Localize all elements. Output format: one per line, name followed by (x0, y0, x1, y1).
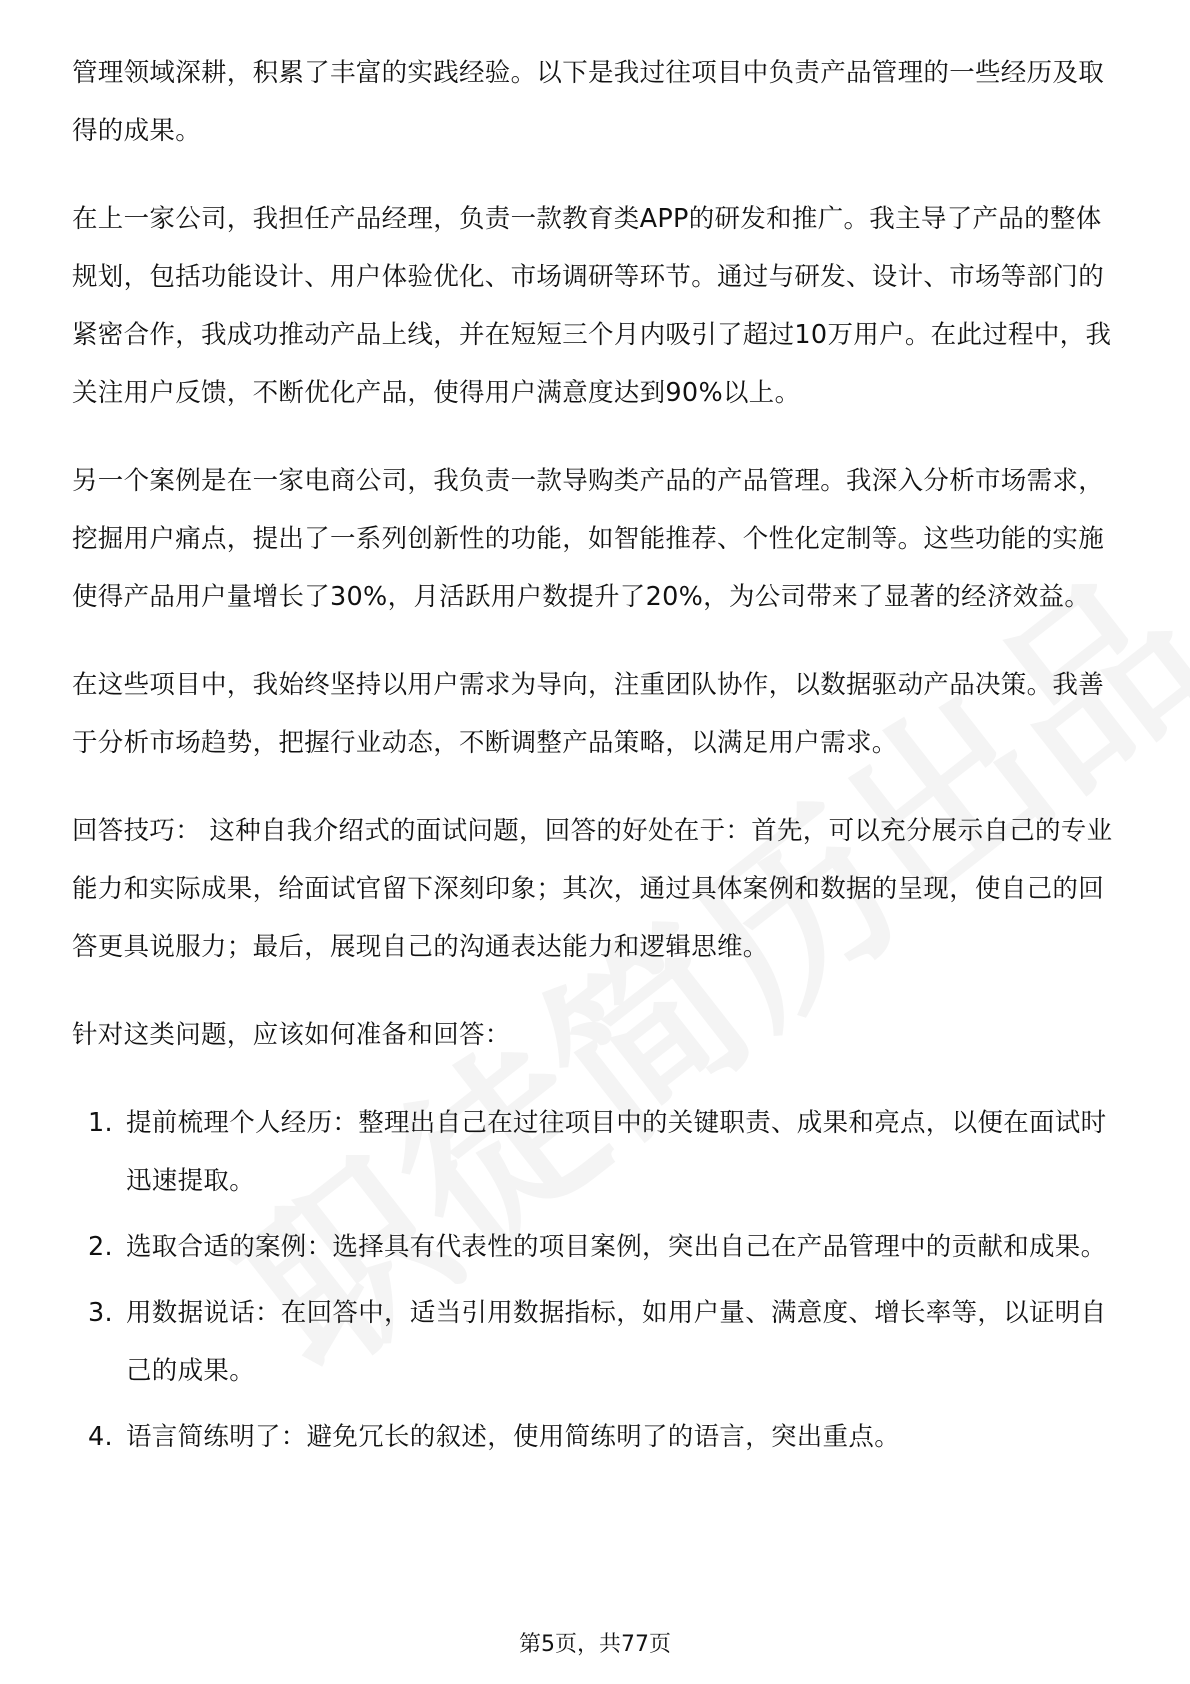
paragraph-answer-tips: 回答技巧： 这种自我介绍式的面试问题，回答的好处在于：首先，可以充分展示自己的专业能力和实际成果，给面试官留下深刻印象；其次，通过具体案例和数据的呈现，使自己的回答更具说服力；最后，展现自己的沟通表达能力和逻辑思维。 (72, 816, 1113, 962)
list-item (72, 1094, 1118, 1210)
preparation-list (72, 1094, 1118, 1466)
paragraph-preparation-heading: 针对这类问题，应该如何准备和回答： (72, 1020, 511, 1050)
list-item-text: 选取合适的案例：选择具有代表性的项目案例，突出自己在产品管理中的贡献和成果。 (126, 1232, 1107, 1262)
list-item-number: 2. (88, 1232, 113, 1262)
paragraph-principles: 在这些项目中，我始终坚持以用户需求为导向，注重团队协作，以数据驱动产品决策。我善于分析市场趋势，把握行业动态，不断调整产品策略，以满足用户需求。 (72, 670, 1105, 758)
paragraph-intro: 管理领域深耕，积累了丰富的实践经验。以下是我过往项目中负责产品管理的一些经历及取得的成果。 (72, 58, 1105, 146)
list-item-text: 用数据说话：在回答中，适当引用数据指标，如用户量、满意度、增长率等，以证明自己的成果。 (126, 1298, 1107, 1386)
list-item (72, 1218, 1118, 1276)
document-body (72, 44, 1118, 1474)
list-item-number: 3. (88, 1298, 113, 1328)
page-footer: 第5页，共77页 (519, 1632, 671, 1657)
list-item-text: 提前梳理个人经历：整理出自己在过往项目中的关键职责、成果和亮点，以便在面试时迅速提取。 (126, 1108, 1107, 1196)
list-item-text: 语言简练明了：避免冗长的叙述，使用简练明了的语言，突出重点。 (126, 1422, 901, 1452)
list-item-number: 1. (88, 1108, 113, 1138)
list-item-number: 4. (88, 1422, 113, 1452)
list-item (72, 1408, 1118, 1466)
paragraph-education-app: 在上一家公司，我担任产品经理，负责一款教育类APP的研发和推广。我主导了产品的整体规划，包括功能设计、用户体验优化、市场调研等环节。通过与研发、设计、市场等部门的紧密合作，我成功推动产品上线，并在短短三个月内吸引了超过10万用户。在此过程中，我关注用户反馈，不断优化产品，使得用户满意度达到90%以上。 (72, 204, 1112, 408)
list-item (72, 1284, 1118, 1400)
paragraph-ecommerce: 另一个案例是在一家电商公司，我负责一款导购类产品的产品管理。我深入分析市场需求，挖掘用户痛点，提出了一系列创新性的功能，如智能推荐、个性化定制等。这些功能的实施使得产品用户量增长了30%，月活跃用户数提升了20%，为公司带来了显著的经济效益。 (72, 466, 1105, 612)
